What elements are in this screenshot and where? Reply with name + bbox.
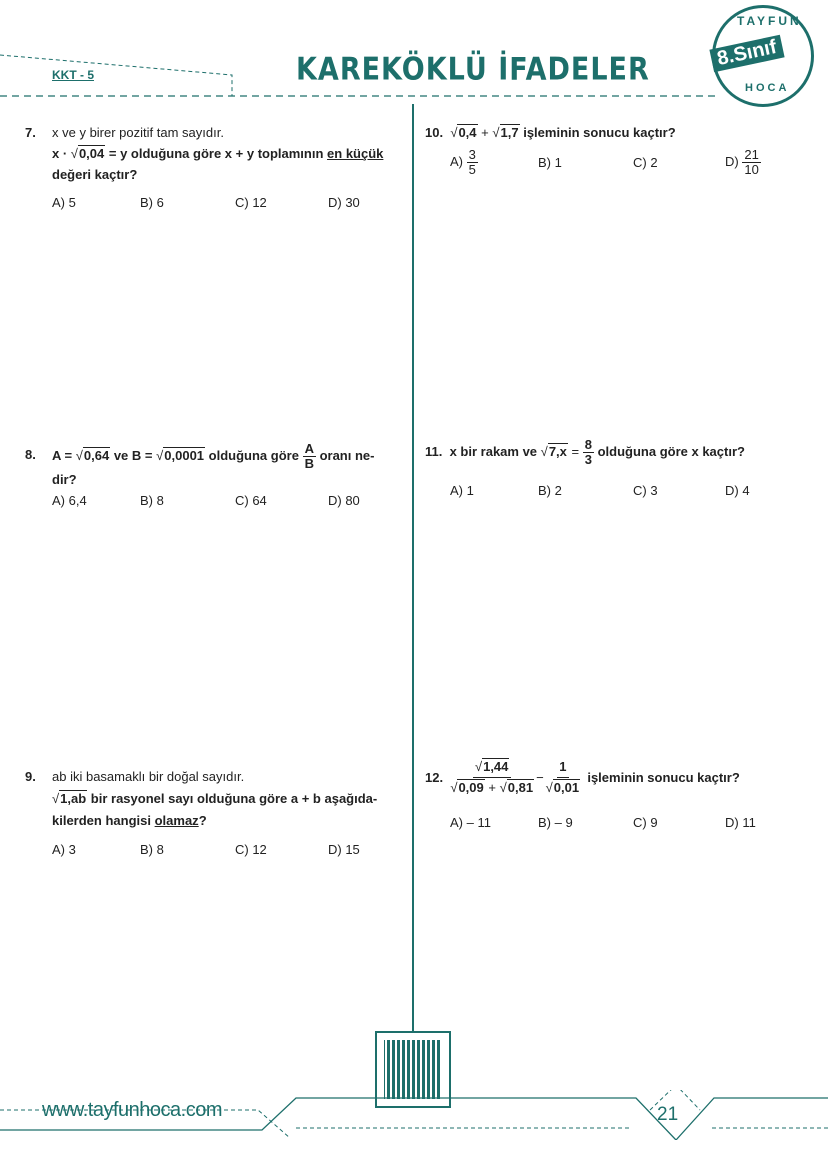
question-9: 9. ab iki basamaklı bir doğal sayıdır. √1,ab bir rasyonel sayı olduğuna göre a + b aşağıda- kilerden hangisi olamaz?: [25, 769, 378, 828]
choice[interactable]: B) – 9: [538, 815, 573, 830]
question-8: 8. A = √0,64 ve B = √0,0001 olduğuna göre $\frac{A}{B}$ oranı ne- dir?: [25, 441, 375, 487]
choice[interactable]: D) 80: [328, 493, 360, 508]
choice[interactable]: C) 12: [235, 195, 267, 210]
choice[interactable]: A) 6,4: [52, 493, 87, 508]
q10-choices: [414, 146, 828, 182]
choice[interactable]: D) 11: [725, 815, 756, 830]
page-number: 21: [657, 1104, 679, 1125]
page-title: KAREKÖKLÜ İFADELER: [296, 51, 650, 88]
choice-a[interactable]: A) $\frac{3}{5}$: [450, 147, 476, 177]
question-11: 11. x bir rakam ve $√7,\overline{x}$ = $\frac{8}{3}$ olduğuna göre x kaçtır?: [425, 437, 745, 467]
choice[interactable]: D) 30: [328, 195, 360, 210]
website-link[interactable]: www.tayfunhoca.com: [42, 1099, 222, 1121]
question-10: 10. √0,4 + √1,7 işleminin sonucu kaçtır?: [425, 125, 676, 140]
choice[interactable]: B) 8: [140, 493, 164, 508]
choice[interactable]: A) 1: [450, 483, 474, 498]
choice[interactable]: C) 3: [633, 483, 658, 498]
column-divider: [412, 104, 414, 1032]
logo-stamp: TAYFUN 8.Sınıf HOCA: [712, 5, 814, 107]
choice[interactable]: D) 4: [725, 483, 750, 498]
choice[interactable]: C) 64: [235, 493, 267, 508]
choice[interactable]: D) 15: [328, 842, 360, 857]
question-7: 7. x ve y birer pozitif tam sayıdır. x · √0,04 = y olduğuna göre x + y toplamının en küçük değeri kaçtır?: [25, 125, 384, 182]
choice-d[interactable]: D) $\frac{21}{10}$: [725, 147, 759, 177]
test-code: KKT - 5: [52, 68, 94, 82]
choice[interactable]: B) 8: [140, 842, 164, 857]
choice[interactable]: B) 2: [538, 483, 562, 498]
choice[interactable]: B) 6: [140, 195, 164, 210]
choice[interactable]: A) 5: [52, 195, 76, 210]
choice[interactable]: A) 3: [52, 842, 76, 857]
choice[interactable]: C) 9: [633, 815, 658, 830]
choice-c[interactable]: C) 2: [633, 155, 658, 170]
question-12: 12. √1,44 √0,09 + √0,81 − $\frac{1}{√0,01}$ işleminin sonucu kaçtır?: [425, 759, 740, 795]
choice-b[interactable]: B) 1: [538, 155, 562, 170]
choice[interactable]: A) – 11: [450, 815, 491, 830]
choice[interactable]: C) 12: [235, 842, 267, 857]
